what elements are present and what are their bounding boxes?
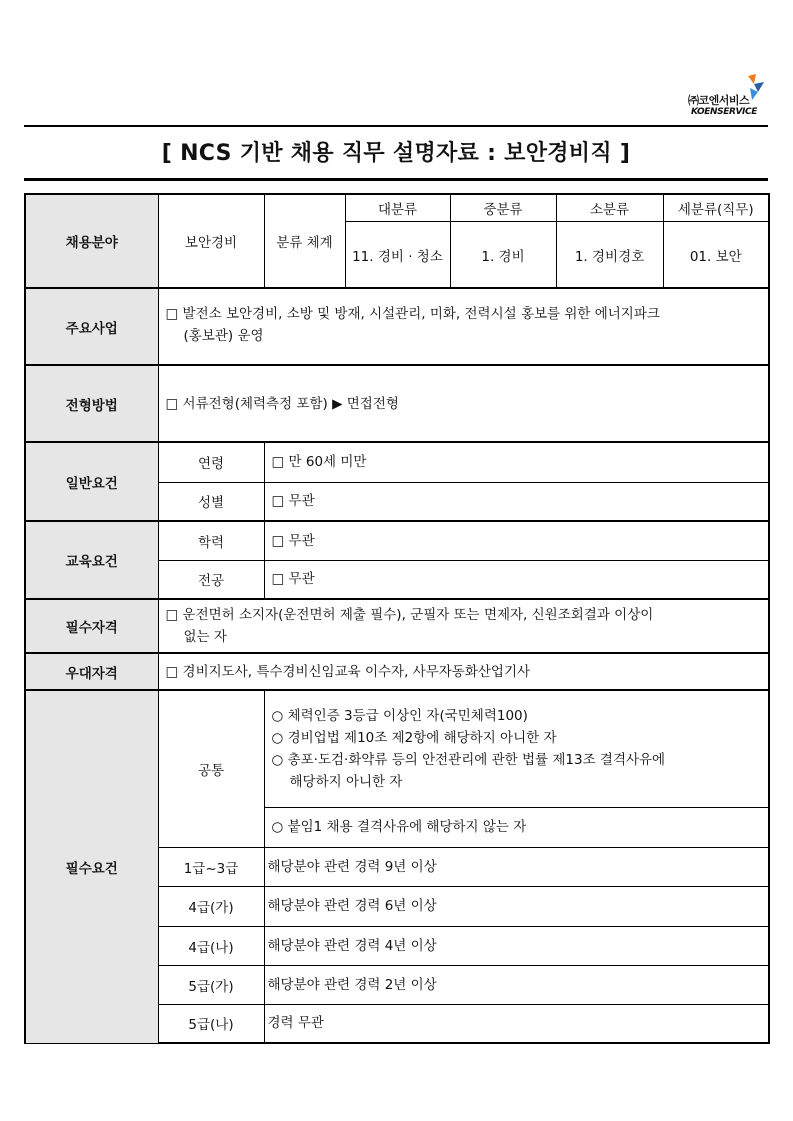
degree-value: □ 무관 [264,521,769,560]
degree-label: 학력 [158,521,264,560]
grade-requirement: 해당분야 관련 경력 6년 이상 [264,886,769,926]
selection-label: 전형방법 [25,365,158,442]
grade-label: 5급(가) [158,965,264,1004]
page-title: [ NCS 기반 채용 직무 설명자료 : 보안경비직 ] [161,141,631,166]
col-middle: 중분류 [450,194,556,222]
field-value: 보안경비 [158,194,264,288]
main-business-label: 주요사업 [25,288,158,365]
common-label: 공통 [158,690,264,847]
common-req-1: ○ 체력인증 3등급 이상인 자(국민체력100) [271,707,528,724]
grade-label: 4급(나) [158,926,264,965]
common-req-4: ○ 붙임1 채용 결격사유에 해당하지 않는 자 [264,807,769,847]
age-value: □ 만 60세 미만 [264,442,769,482]
common-req-2: ○ 경비업법 제10조 제2항에 해당하지 아니한 자 [271,729,557,746]
col-detail: 세분류(직무) [663,194,769,222]
required-license-text [158,599,769,653]
logo-korean-text: ㈜코엔서비스 [688,94,750,107]
grade-label: 5급(나) [158,1004,264,1043]
general-label: 일반요건 [25,442,158,521]
common-req-3: ○ 총포·도검·화약류 등의 안전관리에 관한 법률 제13조 결격사유에 [271,751,666,768]
major-value: □ 무관 [264,560,769,599]
grade-requirement: 해당분야 관련 경력 2년 이상 [264,965,769,1004]
main-business-line-1: □ 발전소 보안경비, 소방 및 방재, 시설관리, 미화, 전력시설 홍보를 위한 에너지파크 [165,306,660,322]
logo-english-text: KOENSERVICE [691,107,757,117]
job-description-table [24,193,770,1044]
title-top-rule [24,125,768,127]
requirements-label: 필수요건 [25,690,158,1043]
grade-label: 1급~3급 [158,847,264,886]
main-business-text [158,288,769,365]
col-major: 대분류 [345,194,450,222]
company-logo [688,74,768,122]
preferred-label: 우대자격 [25,653,158,690]
gender-label: 성별 [158,482,264,521]
common-req-3-cont: 해당하지 아니한 자 [289,773,403,790]
field-label: 채용분야 [25,194,158,288]
required-license-label: 필수자격 [25,599,158,653]
required-license-line-1: □ 운전면허 소지자(운전면허 제출 필수), 군필자 또는 면제자, 신원조회결과 이상이 [165,607,654,623]
classification-label: 분류 체계 [264,194,345,288]
preferred-text: □ 경비지도사, 특수경비신임교육 이수자, 사무자동화산업기사 [158,653,769,690]
gender-value: □ 무관 [264,482,769,521]
education-label: 교육요건 [25,521,158,599]
val-middle: 1. 경비 [450,222,556,288]
val-major: 11. 경비 · 청소 [345,222,450,288]
val-detail: 01. 보안 [663,222,769,288]
required-license-line-2: 없는 자 [183,629,227,645]
title-bottom-rule [24,178,768,181]
common-requirements [264,690,769,807]
grade-label: 4급(가) [158,886,264,926]
val-minor: 1. 경비경호 [556,222,663,288]
grade-requirement: 경력 무관 [264,1004,769,1043]
major-label: 전공 [158,560,264,599]
main-business-line-2: (홍보관) 운영 [183,328,264,344]
grade-requirement: 해당분야 관련 경력 4년 이상 [264,926,769,965]
selection-text: □ 서류전형(체력측정 포함) ▶ 면접전형 [158,365,769,442]
grade-requirement: 해당분야 관련 경력 9년 이상 [264,847,769,886]
age-label: 연령 [158,442,264,482]
col-minor: 소분류 [556,194,663,222]
